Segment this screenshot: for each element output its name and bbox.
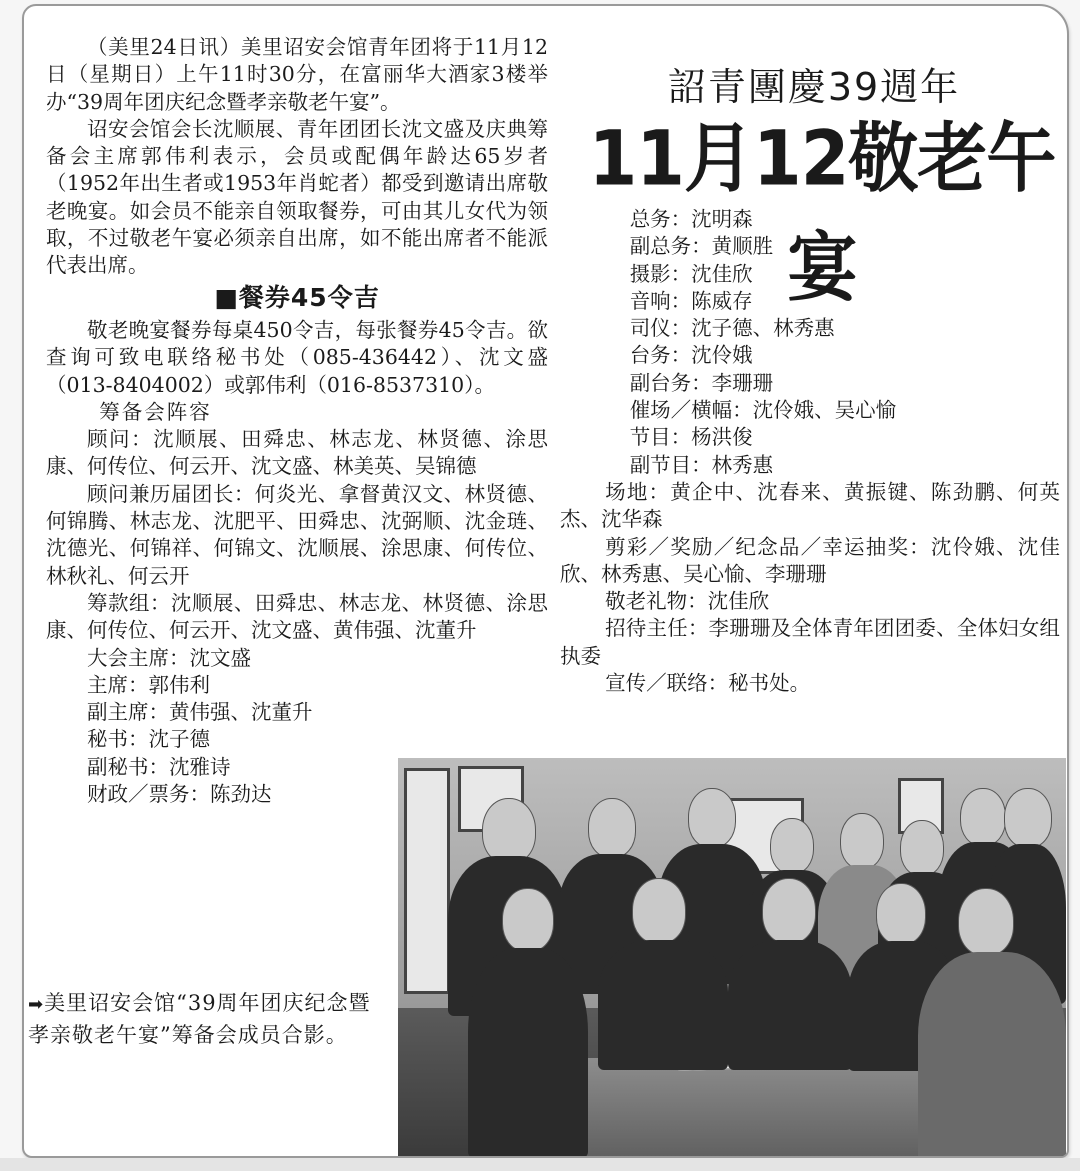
- committee-role: 副主席：黄伟强、沈董升: [87, 700, 313, 725]
- committee-role: 总务：沈明森: [629, 207, 753, 231]
- committee-role: 大会主席：沈文盛: [87, 645, 251, 670]
- article-left-column: [46, 34, 548, 808]
- committee-past-leaders: 顾问兼历届团长：何炎光、拿督黄汉文、林贤德、何锦腾、林志龙、沈肥平、田舜忠、沈弼顺、沈金琏、沈德光、何锦祥、何锦文、沈顺展、涂思康、何传位、林秋礼、何云开: [46, 481, 548, 588]
- article-paragraph: 诏安会馆会长沈顺展、青年团团长沈文盛及庆典筹备会主席郭伟利表示，会员或配偶年龄达65岁者（1952年出生者或1953年肖蛇者）都受到邀请出席敬老晚宴。如会员不能亲自领取餐券，可由其儿女代为领取，不过敬老午宴必须亲自出席，如不能出席者不能派代表出席。: [46, 116, 548, 278]
- committee-role: 场地：黄企中、沈春来、黄振键、陈劲鹏、何英杰、沈华森: [560, 479, 1060, 532]
- arrow-right-icon: ➡: [28, 994, 45, 1015]
- section-subhead: ■餐券45令吉: [214, 282, 380, 312]
- committee-role: 节目：杨洪俊: [629, 425, 753, 450]
- committee-advisors: 顾问：沈顺展、田舜忠、林志龙、林贤德、涂思康、何传位、何云开、沈文盛、林美英、吴锦德: [46, 427, 548, 479]
- photo-wall-frame: [404, 768, 450, 994]
- caption-text: 美里诏安会馆“39周年团庆纪念暨孝亲敬老午宴”筹备会成员合影。: [28, 991, 371, 1047]
- photo-caption: [28, 988, 380, 1050]
- committee-role: 财政／票务：陈劲达: [87, 782, 272, 807]
- committee-role: 音响：陈威存: [629, 288, 753, 313]
- page-bottom-strip: [0, 1158, 1080, 1171]
- article-lead: （美里24日讯）美里诏安会馆青年团将于11月12日（星期日）上午11时30分，在富丽华大酒家3楼举办“39周年团庆纪念暨孝亲敬老午宴”。: [46, 35, 548, 114]
- committee-role: 秘书：沈子德: [87, 727, 210, 752]
- committee-role: 摄影：沈佳欣: [629, 261, 753, 286]
- group-photo: [398, 758, 1066, 1156]
- newspaper-clipping: [22, 4, 1069, 1158]
- committee-fundraising: 筹款组：沈顺展、田舜忠、林志龙、林贤德、涂思康、何传位、何云开、沈文盛、黄伟强、沈董升: [46, 590, 548, 643]
- committee-role: 台务：沈伶娥: [629, 343, 753, 368]
- committee-role: 催场／横幅：沈伶娥、吴心愉: [629, 398, 897, 423]
- committee-role: 副秘书：沈雅诗: [87, 754, 231, 779]
- article-paragraph: 敬老晚宴餐券每桌450令吉，每张餐券45令吉。欲查询可致电联络秘书处（085-436442）、沈文盛（013-8404002）或郭伟利（016-8537310）。: [46, 317, 548, 397]
- headline-kicker: 詔青團慶39週年: [667, 65, 961, 109]
- committee-role: 司仪：沈子德、林秀惠: [629, 316, 835, 341]
- committee-title: 筹备会阵容: [99, 399, 212, 424]
- committee-role: 主席：郭伟利: [87, 672, 210, 697]
- committee-role: 副总务：黄顺胜: [629, 234, 774, 259]
- committee-role: 宣传／联络：秘书处。: [605, 671, 811, 696]
- headline-main: 11月12敬老午宴: [588, 114, 1056, 312]
- committee-role: 副台务：李珊珊: [629, 370, 774, 395]
- committee-role: 招待主任：李珊珊及全体青年团团委、全体妇女组执委: [560, 616, 1060, 668]
- committee-role: 剪彩／奖励／纪念品／幸运抽奖：沈伶娥、沈佳欣、林秀惠、吴心愉、李珊珊: [560, 534, 1060, 586]
- committee-role: 敬老礼物：沈佳欣: [605, 589, 770, 614]
- committee-role: 副节目：林秀惠: [629, 452, 774, 477]
- article-right-column: [560, 206, 1060, 697]
